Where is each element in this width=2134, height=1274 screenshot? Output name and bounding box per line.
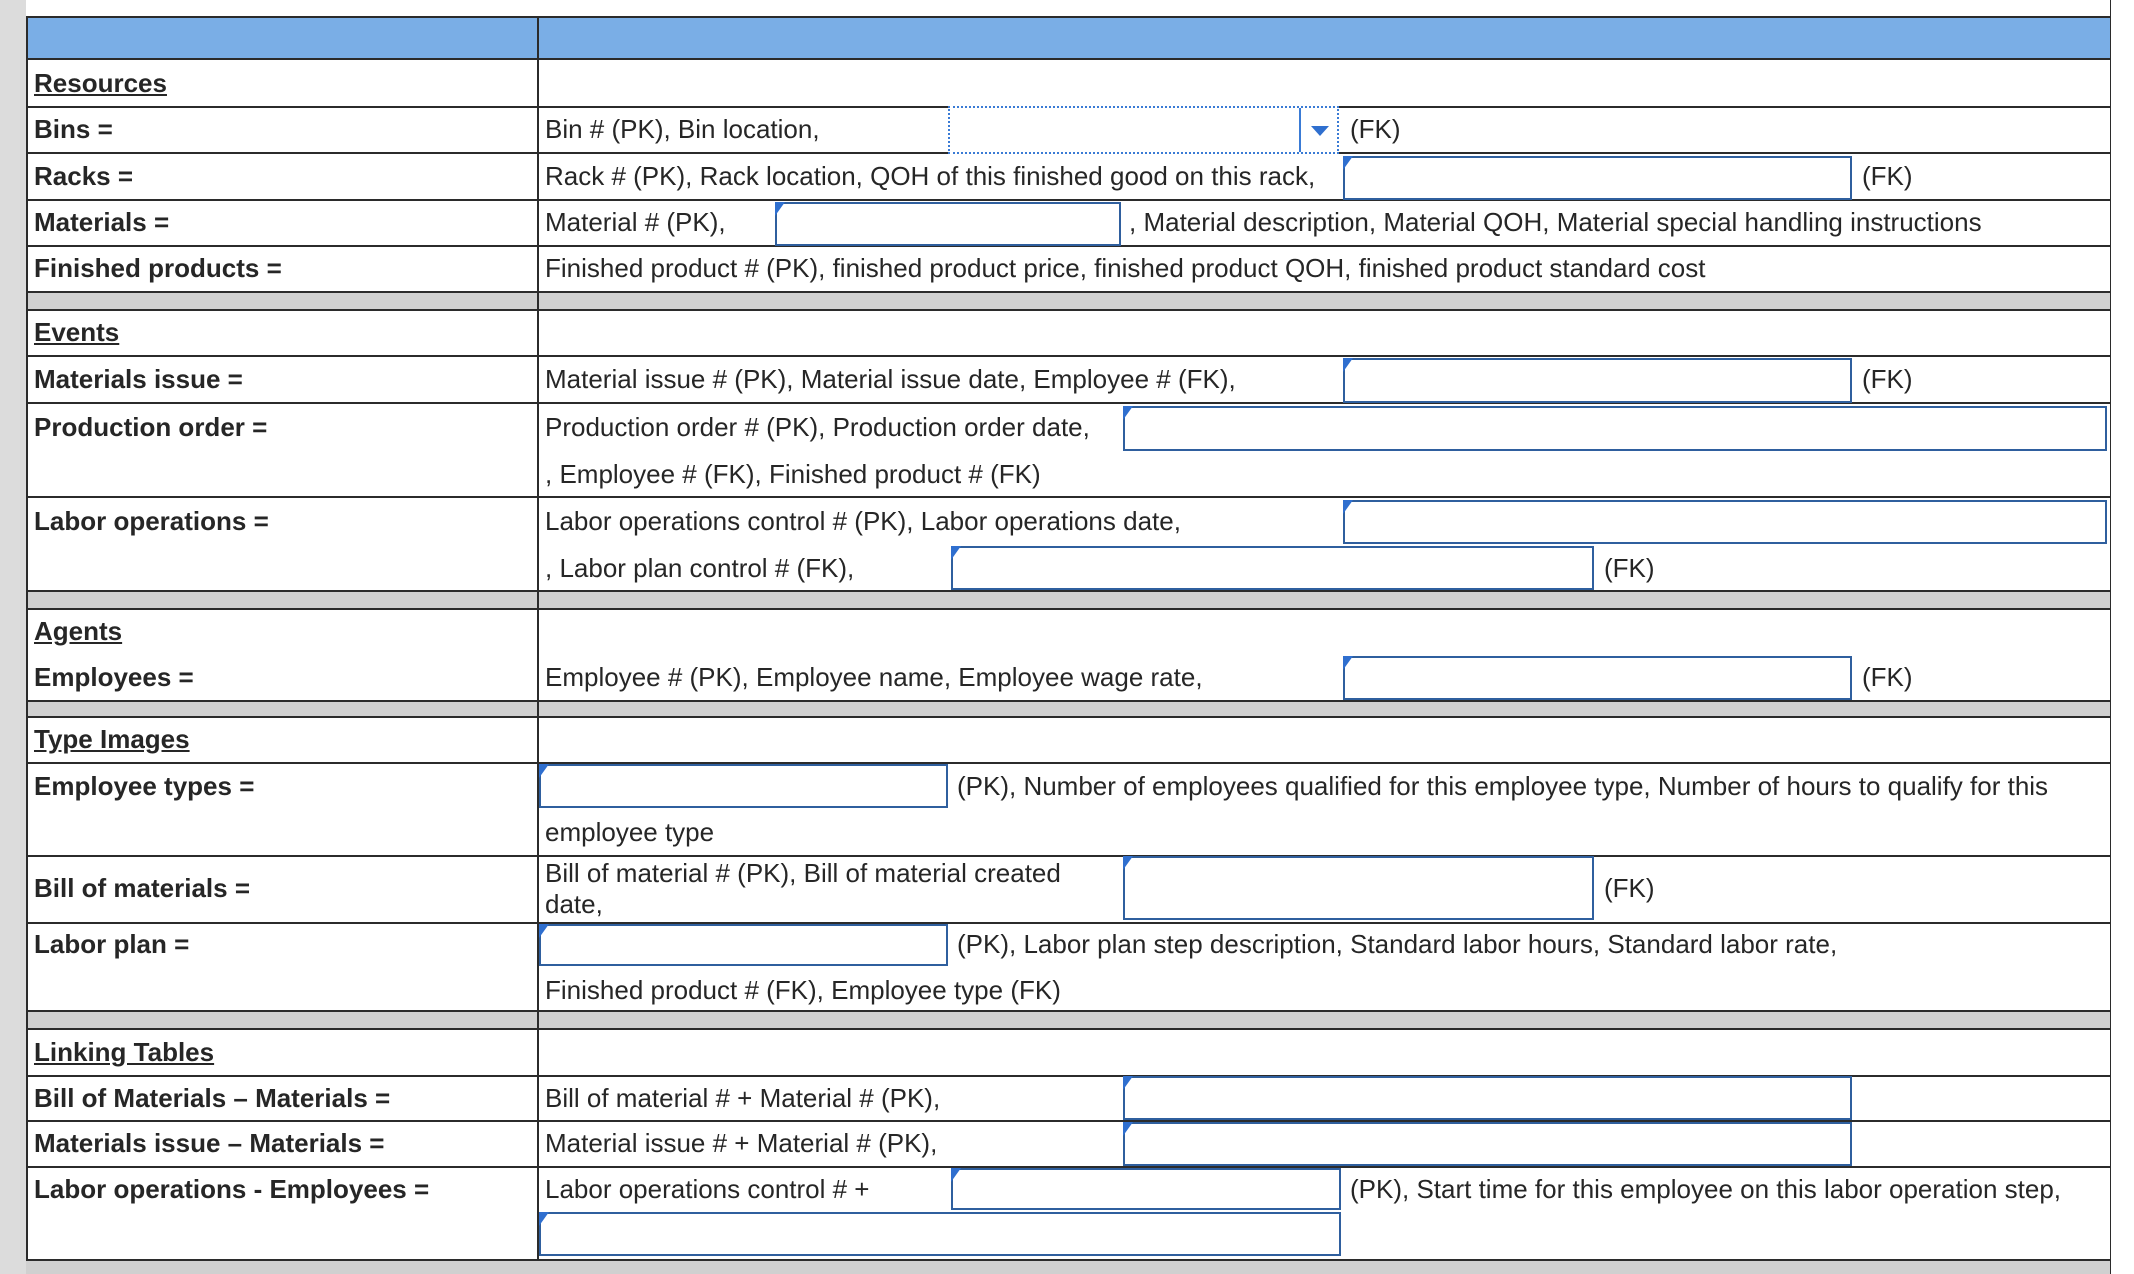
- marker-icon: [1123, 1076, 1133, 1090]
- column-divider: [537, 16, 539, 1261]
- racks-fk: (FK): [1862, 161, 1913, 191]
- labor-plan-text: (PK), Labor plan step description, Standard labor hours, Standard labor rate,: [957, 929, 1838, 959]
- employees-fk: (FK): [1862, 662, 1913, 692]
- section-type-images: Type Images: [34, 724, 190, 754]
- bill-of-materials-text: Bill of material # (PK), Bill of material created: [545, 858, 1061, 888]
- production-order-input[interactable]: [1123, 406, 2107, 451]
- divider: [26, 496, 2110, 498]
- row-label-labor-operations: Labor operations =: [34, 506, 269, 536]
- mi-materials-text: Material issue # + Material # (PK),: [545, 1128, 938, 1158]
- row-label-employees: Employees =: [34, 662, 194, 692]
- divider: [26, 1028, 2110, 1030]
- section-events: Events: [34, 317, 120, 347]
- section-gap: [26, 293, 2110, 309]
- row-label-bins: Bins =: [34, 114, 113, 144]
- employees-text: Employee # (PK), Employee name, Employee wage rate,: [545, 662, 1203, 692]
- employee-types-text-2: employee type: [545, 817, 715, 847]
- bom-materials-text: Bill of material # + Material # (PK),: [545, 1083, 941, 1113]
- row-label-materials-issue: Materials issue =: [34, 364, 243, 394]
- divider: [26, 355, 2110, 357]
- finished-products-text: Finished product # (PK), finished product price, finished product QOH, finished product standard cost: [545, 253, 1706, 283]
- row-label-mi-materials: Materials issue – Materials =: [34, 1128, 385, 1158]
- materials-text: Material # (PK),: [545, 207, 726, 237]
- bill-of-materials-fk: (FK): [1604, 873, 1655, 903]
- labor-plan-text-2: Finished product # (FK), Employee type (FK): [545, 975, 1061, 1005]
- row-label-racks: Racks =: [34, 161, 134, 191]
- row-label-bill-of-materials: Bill of materials =: [34, 873, 251, 903]
- section-gap: [26, 1261, 2110, 1274]
- labor-operations-text-2: , Labor plan control # (FK),: [545, 553, 855, 583]
- production-order-text-2: , Employee # (FK), Finished product # (FK): [545, 459, 1041, 489]
- lo-employees-text: Labor operations control # +: [545, 1174, 870, 1204]
- lo-employees-text-2: (PK), Start time for this employee on this labor operation step,: [1350, 1174, 2062, 1204]
- marker-icon: [1343, 156, 1353, 170]
- lo-employees-input[interactable]: [951, 1168, 1341, 1210]
- column-divider: [26, 16, 28, 1261]
- divider: [26, 309, 2110, 311]
- row-label-bom-materials: Bill of Materials – Materials =: [34, 1083, 391, 1113]
- marker-icon: [539, 764, 549, 778]
- materials-issue-input[interactable]: [1343, 358, 1852, 403]
- marker-icon: [539, 1212, 549, 1226]
- row-label-finished-products: Finished products =: [34, 253, 282, 283]
- employees-input[interactable]: [1343, 656, 1852, 700]
- divider: [26, 608, 2110, 610]
- labor-plan-control-input[interactable]: [951, 546, 1594, 590]
- section-linking-tables: Linking Tables: [34, 1037, 215, 1067]
- dropdown-button[interactable]: [1299, 108, 1337, 152]
- marker-icon: [775, 202, 785, 216]
- racks-input[interactable]: [1343, 156, 1852, 200]
- materials-issue-fk: (FK): [1862, 364, 1913, 394]
- section-gap: [26, 702, 2110, 716]
- labor-plan-input[interactable]: [539, 924, 948, 966]
- marker-icon: [951, 546, 961, 560]
- marker-icon: [1343, 500, 1353, 514]
- materials-input[interactable]: [775, 202, 1121, 246]
- employee-types-text: (PK), Number of employees qualified for this employee type, Number of hours to qualify for this: [957, 771, 2049, 801]
- row-label-employee-types: Employee types =: [34, 771, 255, 801]
- divider: [26, 922, 2110, 924]
- row-label-materials: Materials =: [34, 207, 170, 237]
- row-label-labor-plan: Labor plan =: [34, 929, 190, 959]
- bins-dropdown[interactable]: [948, 106, 1339, 154]
- bill-of-materials-text-2: date,: [545, 889, 603, 919]
- labor-operations-fk: (FK): [1604, 553, 1655, 583]
- row-label-production-order: Production order =: [34, 412, 268, 442]
- section-resources: Resources: [34, 68, 167, 98]
- mi-materials-input[interactable]: [1123, 1122, 1852, 1166]
- labor-operations-text: Labor operations control # (PK), Labor operations date,: [545, 506, 1181, 536]
- bins-text: Bin # (PK), Bin location,: [545, 114, 820, 144]
- divider: [26, 716, 2110, 718]
- bom-materials-input[interactable]: [1123, 1076, 1852, 1120]
- marker-icon: [1343, 656, 1353, 670]
- chevron-down-icon: [1311, 126, 1329, 136]
- section-gap: [26, 1012, 2110, 1028]
- materials-text-2: , Material description, Material QOH, Material special handling instructions: [1129, 207, 1982, 237]
- marker-icon: [539, 924, 549, 938]
- table-header: [26, 16, 2110, 60]
- production-order-text: Production order # (PK), Production order date,: [545, 412, 1090, 442]
- right-border: [2110, 0, 2111, 1274]
- left-margin: [0, 0, 26, 1274]
- row-label-lo-employees: Labor operations - Employees =: [34, 1174, 430, 1204]
- divider: [26, 762, 2110, 764]
- section-agents: Agents: [34, 616, 123, 646]
- marker-icon: [1123, 1122, 1133, 1136]
- section-gap: [26, 592, 2110, 608]
- marker-icon: [951, 1168, 961, 1182]
- divider: [26, 855, 2110, 857]
- racks-text: Rack # (PK), Rack location, QOH of this finished good on this rack,: [545, 161, 1316, 191]
- bins-fk: (FK): [1350, 114, 1401, 144]
- marker-icon: [1123, 856, 1133, 870]
- lo-employees-input-2[interactable]: [539, 1212, 1341, 1256]
- employee-types-input[interactable]: [539, 764, 948, 808]
- labor-operations-input[interactable]: [1343, 500, 2107, 544]
- marker-icon: [1123, 406, 1133, 420]
- marker-icon: [1343, 358, 1353, 372]
- bill-of-materials-input[interactable]: [1123, 856, 1594, 920]
- materials-issue-text: Material issue # (PK), Material issue date, Employee # (FK),: [545, 364, 1236, 394]
